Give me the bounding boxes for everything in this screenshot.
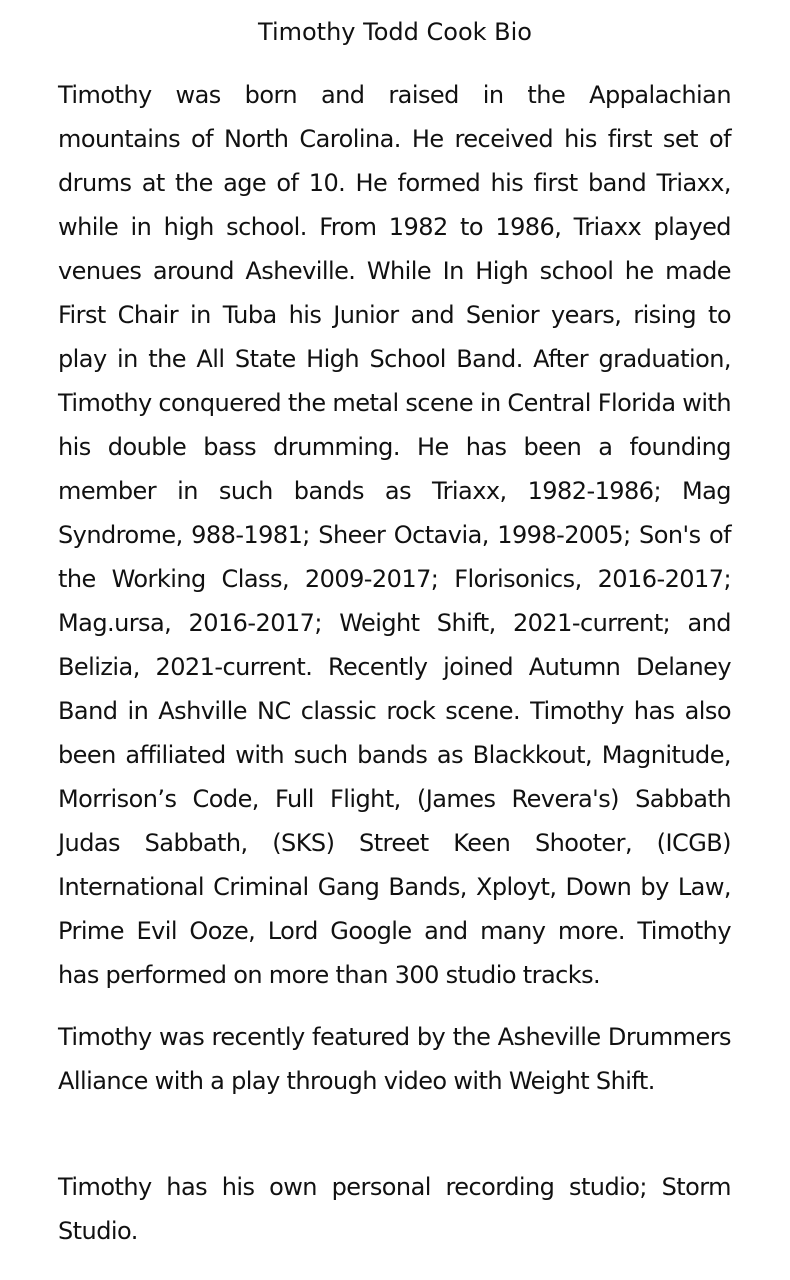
bio-paragraph-3: Timothy has his own personal recording studio; Storm Studio. [58,1173,731,1245]
bio-paragraph-2: Timothy was recently featured by the Asheville Drummers Alliance with a play through video with Weight Shift. [58,1023,731,1095]
document-title: Timothy Todd Cook Bio [258,18,532,46]
bio-paragraph-1: Timothy was born and raised in the Appalachian mountains of North Carolina. He received his first set of drums at the age of 10. He formed his first band Triaxx, while in high school. From 1982 to 1986, Triaxx played venues around Asheville. While In High school he made First Chair in Tuba his Junior and Senior years, rising to play in the All State High School Band. After graduation, Timothy conquered the metal scene in Central Florida with his double bass drumming. He has been a founding member in such bands as Triaxx, 1982-1986; Mag Syndrome, 988-1981; Sheer Octavia, 1998-2005; Son's of the Working Class, 2009-2017; Florisonics, 2016-2017; Mag.ursa, 2016-2017; Weight Shift, 2021-current; and Belizia, 2021-current. Recently joined Autumn Delaney Band in Ashville NC classic rock scene. Timothy has also been affiliated with such bands as Blackkout, Magnitude, Morrison’s Code, Full Flight, (James Revera's) Sabbath Judas Sabbath, (SKS) Street Keen Shooter, (ICGB) International Criminal Gang Bands, Xployt, Down by Law, Prime Evil Ooze, Lord Google and many more. Timothy has performed on more than 300 studio tracks. [58,81,731,989]
